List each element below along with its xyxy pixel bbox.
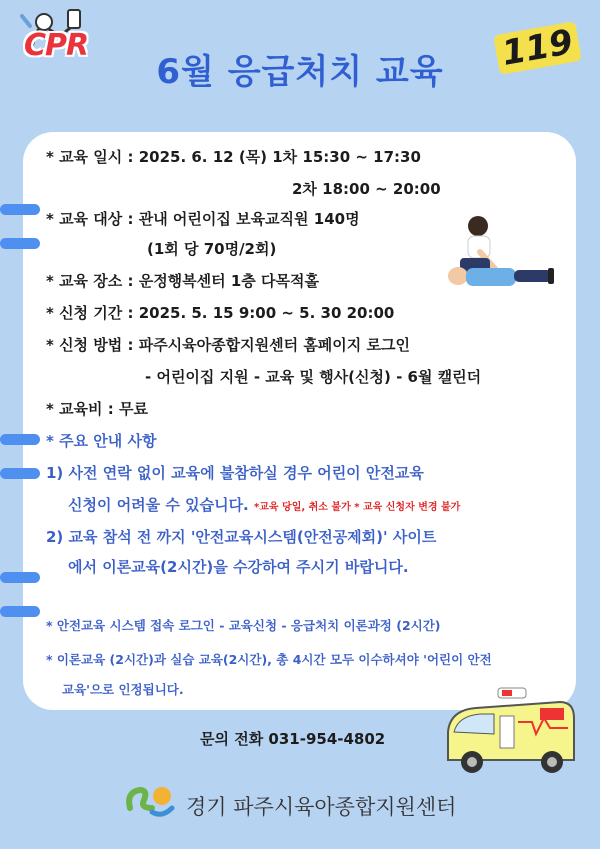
info-target-detail: (1회 당 70명/2회): [147, 240, 277, 258]
notice-item-2: 2) 교육 참석 전 까지 '안전교육시스템(안전공제회)' 사이트: [46, 528, 437, 546]
info-fee: * 교육비 : 무료: [46, 400, 148, 418]
emergency-119-badge: 119: [493, 21, 582, 75]
binder-ring: [0, 572, 40, 583]
binder-ring: [0, 204, 40, 215]
info-location: * 교육 장소 : 운정행복센터 1층 다목적홀: [46, 272, 319, 290]
cpr-badge: CPR: [24, 28, 89, 63]
page-title: 6월 응급처치 교육: [156, 52, 444, 92]
organization-name: 경기 파주시육아종합지원센터: [186, 795, 457, 819]
binder-ring: [0, 468, 40, 479]
organization-logo-icon: [122, 778, 178, 822]
notice-item-1-cont: 신청이 어려울 수 있습니다. *교육 당일, 취소 불가 * 교육 신청자 변경 불가: [68, 496, 461, 514]
info-target: * 교육 대상 : 관내 어린이집 보육교직원 140명: [46, 210, 360, 228]
warning-text: *교육 당일, 취소 불가 * 교육 신청자 변경 불가: [254, 502, 461, 513]
ambulance-icon: [440, 682, 580, 778]
notice-item-2-cont: 에서 이론교육(2시간)을 수강하여 주시기 바랍니다.: [68, 558, 409, 576]
info-date: * 교육 일시 : 2025. 6. 12 (목) 1차 15:30 ~ 17:30: [46, 148, 421, 166]
notice-heading: * 주요 안내 사항: [46, 432, 157, 450]
footnote-1: * 안전교육 시스템 접속 로그인 - 교육신청 - 응급처치 이론과정 (2시간): [46, 618, 441, 633]
footnote-2: * 이론교육 (2시간)과 실습 교육(2시간), 총 4시간 모두 이수하셔야 '어린이 안전: [46, 652, 492, 667]
binder-ring: [0, 434, 40, 445]
info-period: * 신청 기간 : 2025. 5. 15 9:00 ~ 5. 30 20:00: [46, 304, 395, 322]
info-method-path: - 어린이집 지원 - 교육 및 행사(신청) - 6월 캘린더: [145, 368, 482, 386]
cpr-illustration-icon: [440, 212, 558, 296]
contact-phone: 문의 전화 031-954-4802: [200, 730, 386, 748]
binder-ring: [0, 606, 40, 617]
info-method: * 신청 방법 : 파주시육아종합지원센터 홈페이지 로그인: [46, 336, 410, 354]
notice-item-1: 1) 사전 연락 없이 교육에 불참하실 경우 어린이 안전교육: [46, 464, 424, 482]
binder-ring: [0, 238, 40, 249]
footnote-2-cont: 교육'으로 인정됩니다.: [62, 682, 184, 697]
info-date-second: 2차 18:00 ~ 20:00: [292, 180, 441, 198]
